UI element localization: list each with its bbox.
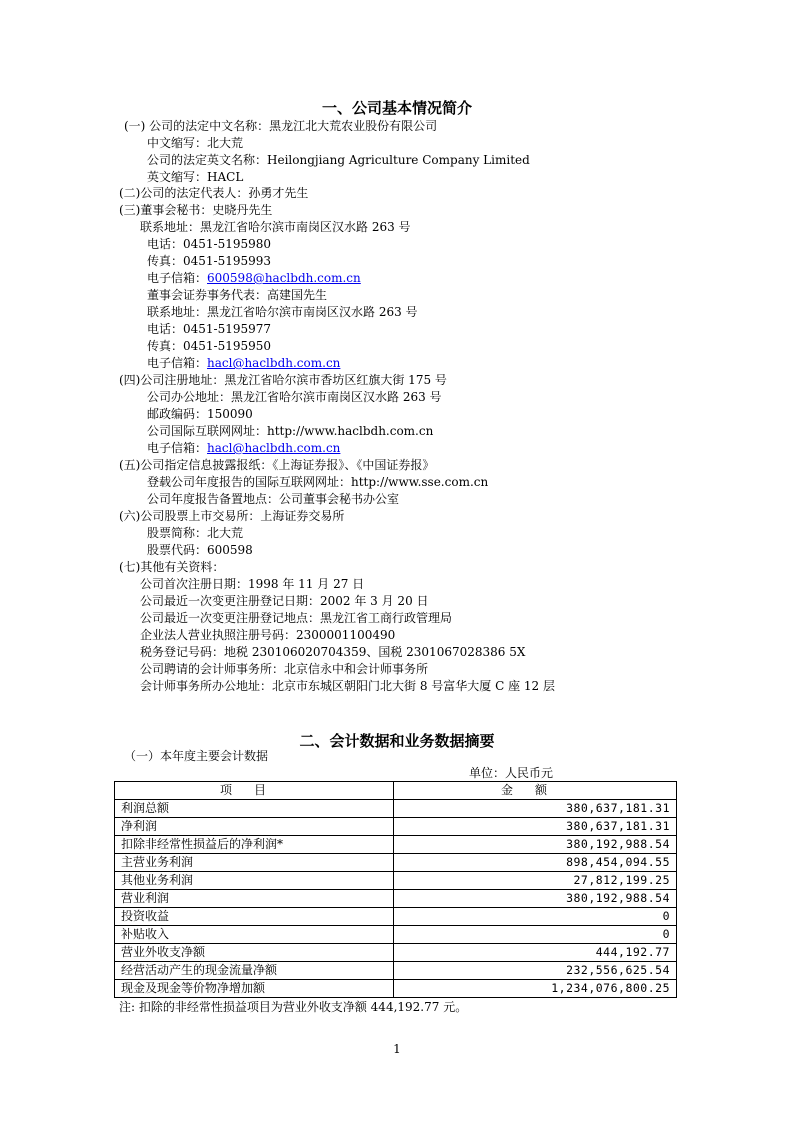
secretary-email-link[interactable]: 600598@haclbdh.com.cn [207, 271, 361, 285]
row-amount: 0 [394, 926, 677, 944]
column-header-amount: 金额 [394, 782, 677, 800]
row-amount: 0 [394, 908, 677, 926]
info-line: 公司聘请的会计师事务所：北京信永中和会计师事务所 [140, 662, 429, 676]
table-row [115, 980, 677, 998]
info-line: 公司国际互联网网址：http://www.haclbdh.com.cn [147, 424, 434, 438]
table-note: 注: 扣除的非经常性损益项目为营业外收支净额 444,192.77 元。 [119, 1000, 468, 1014]
info-line: 公司首次注册日期：1998 年 11 月 27 日 [140, 577, 365, 591]
table-row [115, 890, 677, 908]
row-item: 利润总额 [115, 800, 394, 818]
column-header-item: 项目 [115, 782, 394, 800]
info-line: (五)公司指定信息披露报纸：《上海证券报》、《中国证券报》 [119, 458, 435, 472]
table-row [115, 908, 677, 926]
email-label: 电子信箱： [147, 271, 208, 285]
row-amount: 380,637,181.31 [394, 800, 677, 818]
company-email-link[interactable]: hacl@haclbdh.com.cn [207, 441, 341, 455]
info-line: 公司年度报告备置地点：公司董事会秘书办公室 [147, 492, 400, 506]
info-line: 传真：0451-5195993 [147, 254, 272, 268]
info-line: 股票代码：600598 [147, 543, 253, 557]
table-header-row [115, 782, 677, 800]
row-amount: 1,234,076,800.25 [394, 980, 677, 998]
row-amount: 27,812,199.25 [394, 872, 677, 890]
accounting-data-table [114, 781, 677, 998]
info-line: (二)公司的法定代表人：孙勇才先生 [119, 186, 309, 200]
info-line: (七)其他有关资料： [119, 560, 225, 574]
unit-label: 单位：人民币元 [469, 766, 554, 780]
email-line [147, 270, 361, 286]
row-item: 净利润 [115, 818, 394, 836]
row-item: 营业外收支净额 [115, 944, 394, 962]
table-row [115, 926, 677, 944]
row-item: 扣除非经常性损益后的净利润* [115, 836, 394, 854]
row-amount: 898,454,094.55 [394, 854, 677, 872]
row-item: 现金及现金等价物净增加额 [115, 980, 394, 998]
info-line: 传真：0451-5195950 [147, 339, 272, 353]
info-line: 联系地址：黑龙江省哈尔滨市南岗区汉水路 263 号 [147, 305, 418, 319]
table-row [115, 962, 677, 980]
row-item: 经营活动产生的现金流量净额 [115, 962, 394, 980]
email-line [147, 440, 340, 456]
section1-title: 一、公司基本情况简介 [321, 99, 472, 117]
table-row [115, 800, 677, 818]
info-line: 公司的法定英文名称：Heilongjiang Agriculture Company Limited [147, 153, 530, 167]
info-line: (三)董事会秘书：史晓丹先生 [119, 203, 273, 217]
row-item: 其他业务利润 [115, 872, 394, 890]
info-line: 电话：0451-5195980 [147, 237, 272, 251]
row-item: 主营业务利润 [115, 854, 394, 872]
table-row [115, 818, 677, 836]
info-line: 英文缩写：HACL [147, 170, 244, 184]
info-line: 公司办公地址：黑龙江省哈尔滨市南岗区汉水路 263 号 [147, 390, 442, 404]
info-line: 股票简称：北大荒 [147, 526, 244, 540]
info-line: 税务登记号码：地税 230106020704359、国税 2301067028386 5X [140, 645, 526, 659]
info-line: 会计师事务所办公地址：北京市东城区朝阳门北大街 8 号富华大厦 C 座 12 层 [140, 679, 555, 693]
info-line: (一) 公司的法定中文名称：黑龙江北大荒农业股份有限公司 [124, 119, 438, 133]
table-row [115, 944, 677, 962]
row-amount: 380,192,988.54 [394, 836, 677, 854]
email-line [147, 355, 340, 371]
info-line: 公司最近一次变更注册登记地点：黑龙江省工商行政管理局 [140, 611, 453, 625]
info-line: 联系地址：黑龙江省哈尔滨市南岗区汉水路 263 号 [140, 220, 411, 234]
info-line: 企业法人营业执照注册号码：2300001100490 [140, 628, 396, 642]
info-line: 登载公司年度报告的国际互联网网址：http://www.sse.com.cn [147, 475, 489, 489]
email-label: 电子信箱： [147, 356, 208, 370]
row-amount: 444,192.77 [394, 944, 677, 962]
email-label: 电子信箱： [147, 441, 208, 455]
representative-email-link[interactable]: hacl@haclbdh.com.cn [207, 356, 341, 370]
info-line: 董事会证券事务代表：高建国先生 [147, 288, 328, 302]
info-line: 中文缩写：北大荒 [147, 136, 244, 150]
section2-title: 二、会计数据和业务数据摘要 [299, 732, 495, 750]
row-item: 补贴收入 [115, 926, 394, 944]
info-line: (四)公司注册地址：黑龙江省哈尔滨市香坊区红旗大街 175 号 [119, 373, 447, 387]
table-row [115, 854, 677, 872]
info-line: 邮政编码：150090 [147, 407, 253, 421]
table-row [115, 872, 677, 890]
info-line: (六)公司股票上市交易所：上海证券交易所 [119, 509, 345, 523]
page-number: 1 [393, 1042, 401, 1056]
section2-subtitle: （一）本年度主要会计数据 [124, 749, 269, 763]
row-item: 投资收益 [115, 908, 394, 926]
table-row [115, 836, 677, 854]
row-amount: 232,556,625.54 [394, 962, 677, 980]
row-item: 营业利润 [115, 890, 394, 908]
row-amount: 380,192,988.54 [394, 890, 677, 908]
info-line: 公司最近一次变更注册登记日期：2002 年 3 月 20 日 [140, 594, 429, 608]
row-amount: 380,637,181.31 [394, 818, 677, 836]
info-line: 电话：0451-5195977 [147, 322, 272, 336]
